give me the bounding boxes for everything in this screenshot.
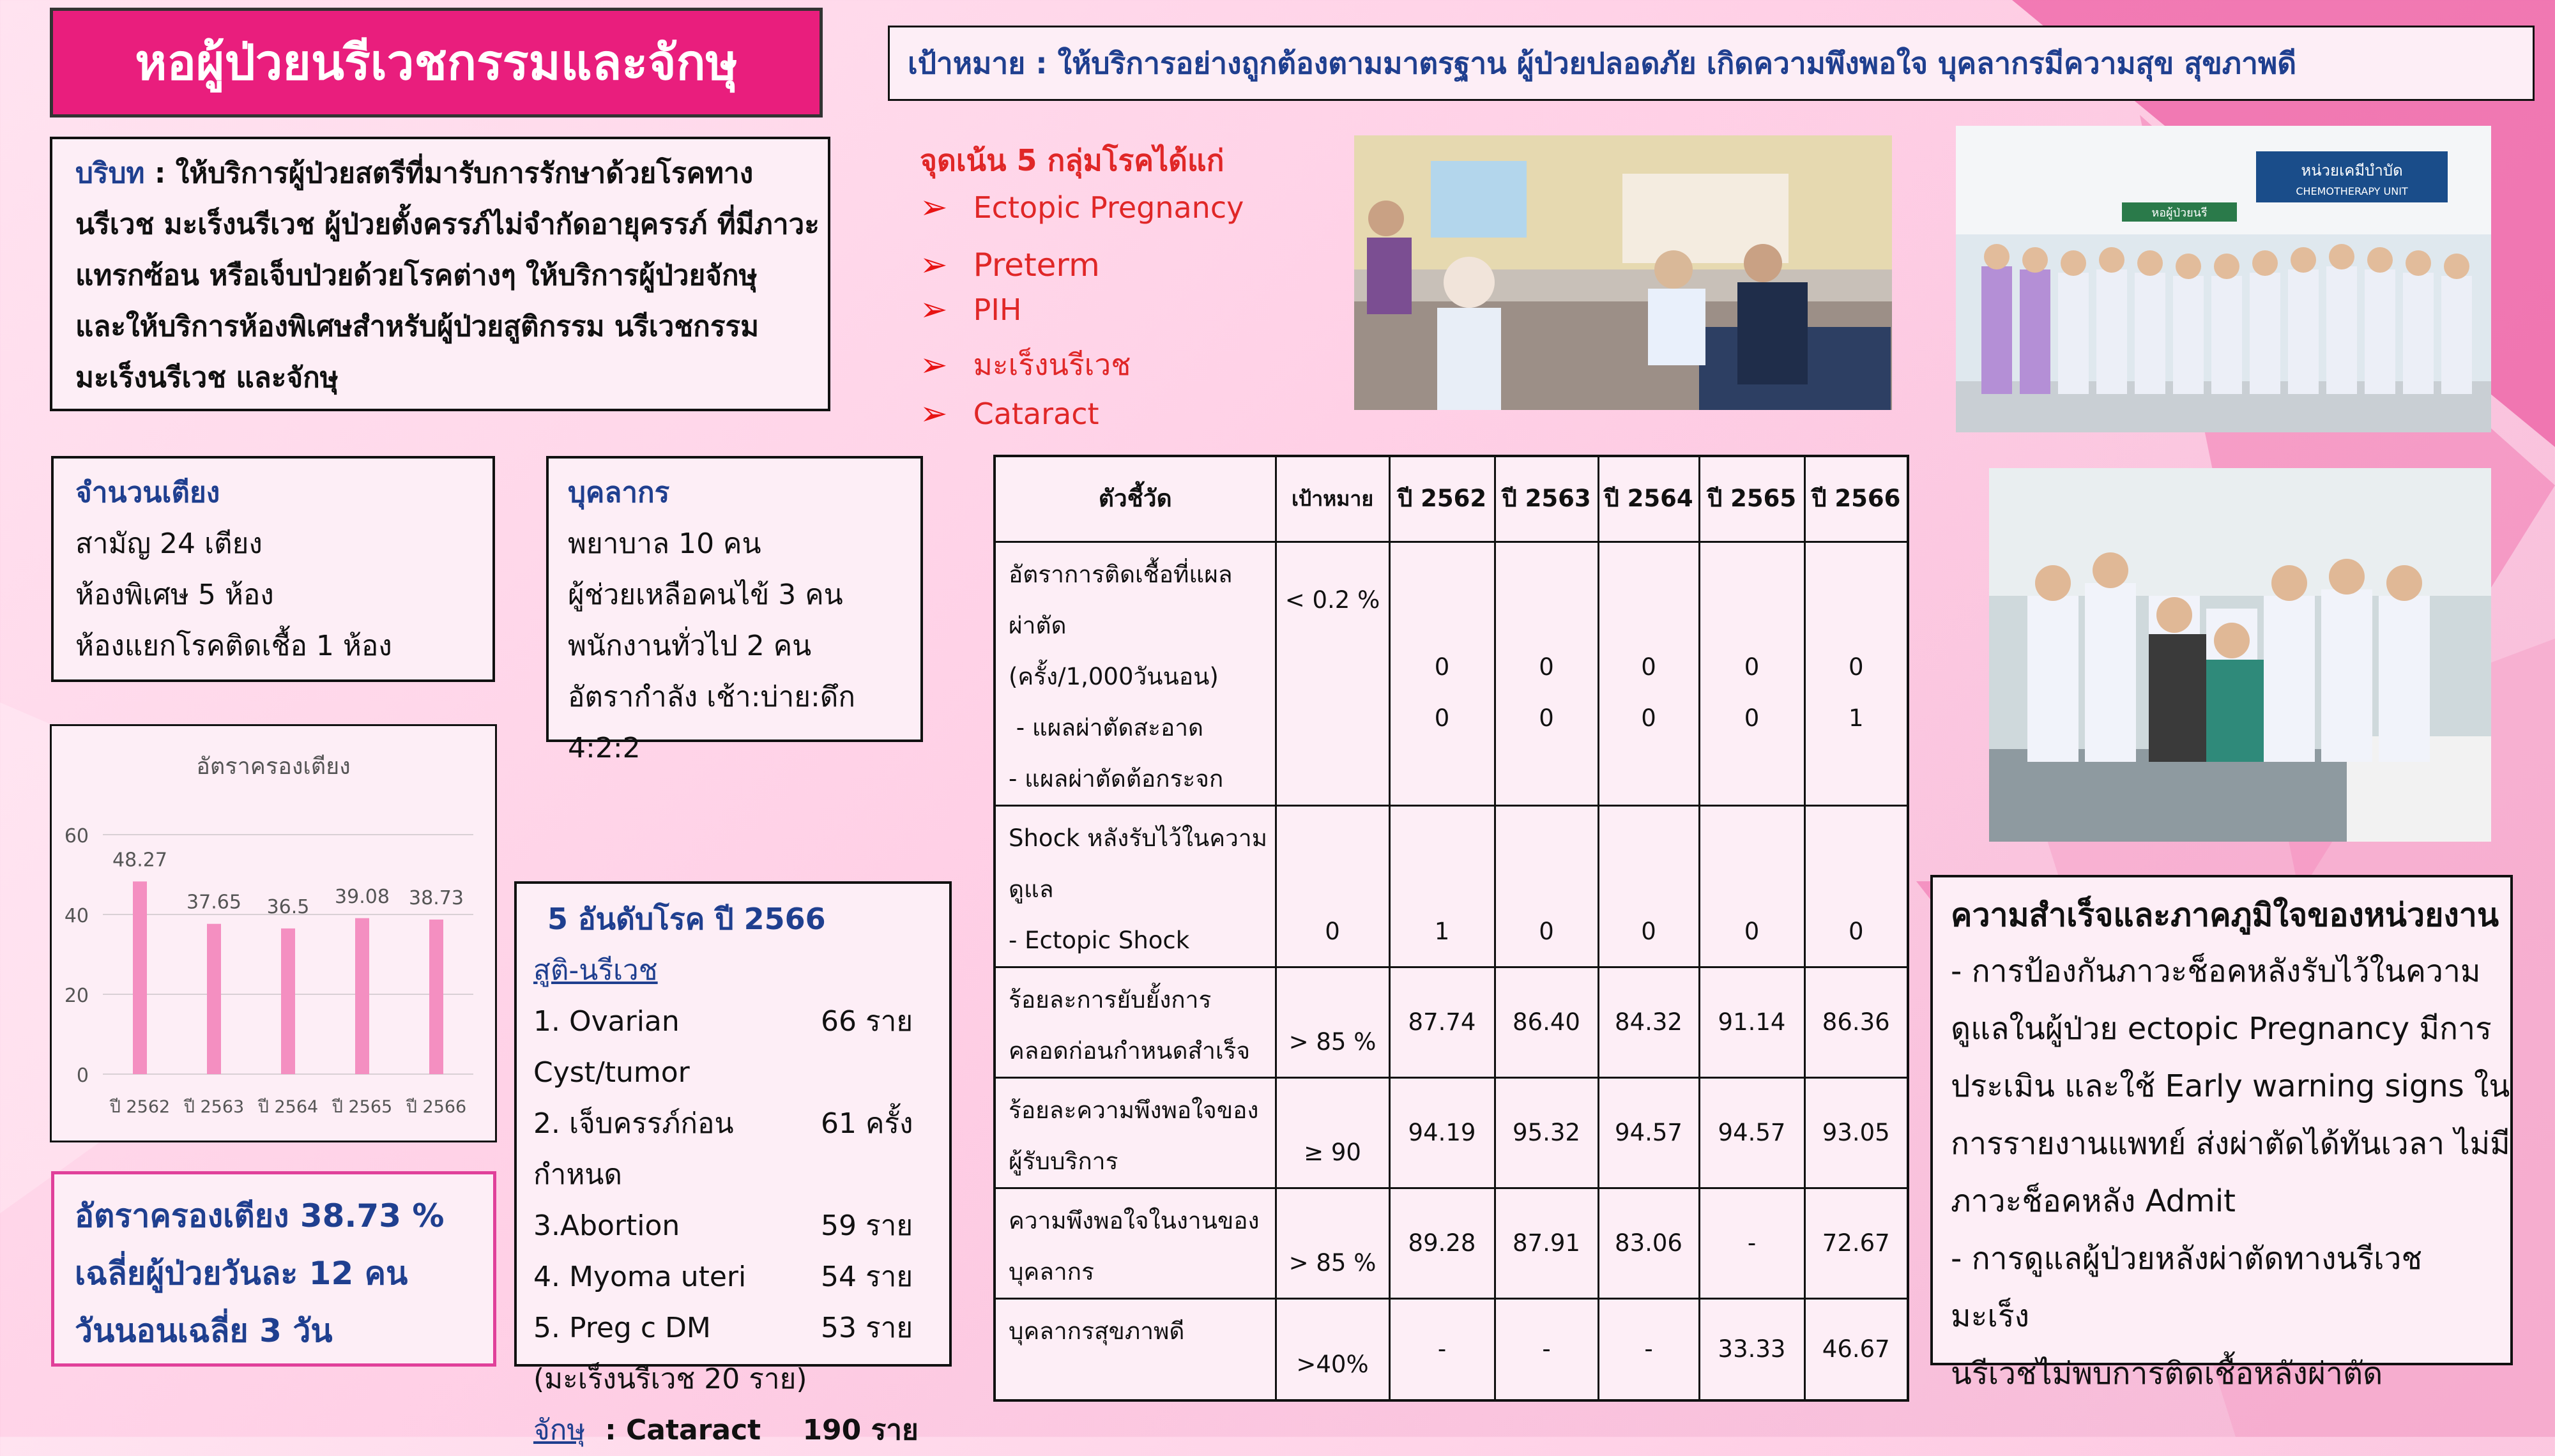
indicator-target: > 85 % (1276, 1188, 1389, 1298)
indicator-label (995, 1077, 1276, 1188)
indicator-value-line: 0 (1434, 653, 1450, 681)
indicator-value (1598, 967, 1699, 1077)
indicator-value (1389, 1077, 1495, 1188)
indicator-label-line: ผู้รับบริการ (1009, 1147, 1118, 1175)
occupancy-summary (51, 1171, 496, 1367)
photo-team-corridor (1956, 126, 2491, 432)
indicator-label-line: บุคลากร (1009, 1257, 1094, 1285)
table-header-cell: ปี 2564 (1598, 456, 1699, 542)
indicator-value-line: 94.19 (1408, 1118, 1476, 1146)
photo-meeting-image (1354, 135, 1892, 410)
indicator-value-line: 33.33 (1718, 1335, 1786, 1363)
indicator-value-line: 0 (1539, 917, 1554, 945)
indicator-label (995, 967, 1276, 1077)
indicator-value-line: - (1644, 1335, 1653, 1363)
y-tick-label: 0 (76, 1065, 89, 1087)
indicator-value-line: 0 (1641, 653, 1656, 681)
top5-item-count: 59 ราย (821, 1210, 913, 1242)
indicator-value-line: 0 (1641, 704, 1656, 732)
top5-item-name: 5. Preg c DM (533, 1312, 711, 1344)
beds-box (51, 456, 495, 682)
achievement-line: ประเมิน และใช้ Early warning signs ใน (1951, 1068, 2510, 1104)
table-header-cell: ปี 2562 (1389, 456, 1495, 542)
y-tick-label: 60 (64, 825, 89, 847)
indicator-value-line: 0 (1848, 653, 1864, 681)
y-tick-label: 40 (64, 905, 89, 927)
indicator-value-line: 1 (1848, 704, 1864, 732)
indicator-label (995, 1188, 1276, 1298)
focus-item: ➢ Cataract (920, 395, 1099, 433)
indicator-value-line: 87.74 (1408, 1008, 1476, 1036)
indicator-label-line: - Ectopic Shock (1009, 926, 1190, 954)
indicator-label (995, 805, 1276, 967)
table-row (995, 1298, 1908, 1400)
achievement-lines (1951, 943, 2510, 1402)
photo-team-room (1989, 468, 2491, 842)
top5-list (533, 996, 949, 1354)
indicator-value (1495, 1188, 1598, 1298)
indicator-target: < 0.2 % (1276, 542, 1389, 805)
indicator-value (1804, 542, 1908, 805)
beds-title: จำนวนเตียง (75, 476, 220, 509)
occupancy-chart (52, 726, 495, 1141)
ward-sign-en-text: CHEMOTHERAPY UNIT (2296, 185, 2408, 197)
arrow-bullet-icon: ➢ (920, 291, 948, 329)
data-label: 36.5 (266, 895, 310, 918)
context-label: บริบท (75, 157, 145, 190)
ward-sign2-text: หอผู้ป่วยนรี (2151, 206, 2208, 220)
indicator-value (1699, 1077, 1804, 1188)
indicator-value (1699, 967, 1804, 1077)
indicator-label-line: ร้อยละการยับยั้งการ (1009, 985, 1212, 1013)
indicator-value-line: 91.14 (1718, 1008, 1786, 1036)
photo-team-corridor-image (1956, 126, 2491, 432)
table-row (995, 805, 1908, 967)
indicator-value (1804, 1188, 1908, 1298)
indicator-value-line: 46.67 (1822, 1335, 1890, 1363)
indicator-value-line: 94.57 (1615, 1118, 1682, 1146)
arrow-bullet-icon: ➢ (920, 246, 948, 284)
indicator-target: >40% (1276, 1298, 1389, 1400)
indicator-value (1804, 1298, 1908, 1400)
indicator-target: 0 (1276, 805, 1389, 967)
indicator-label-line: ผ่าตัด (1009, 611, 1067, 639)
top5-title: 5 อันดับโรค ปี 2566 (547, 902, 826, 936)
table-header-row (995, 456, 1908, 542)
summary-line: อัตราครองเตียง 38.73 % (75, 1197, 445, 1234)
focus-item: ➢ PIH (920, 291, 1022, 329)
top5-item-count: 53 ราย (821, 1312, 913, 1344)
staff-line: พยาบาล 10 คน (568, 527, 761, 560)
beds-line: สามัญ 24 เตียง (75, 527, 263, 560)
indicator-value (1598, 805, 1699, 967)
table-row (995, 967, 1908, 1077)
eye-label: จักษุ (533, 1414, 586, 1446)
eye-name: : Cataract (585, 1414, 761, 1446)
indicator-label (995, 1298, 1276, 1400)
indicator-value (1495, 1077, 1598, 1188)
indicator-value-line: 0 (1539, 704, 1554, 732)
indicator-value (1495, 805, 1598, 967)
staff-line: พนักงานทั่วไป 2 คน (568, 630, 812, 662)
indicator-value-line: 84.32 (1615, 1008, 1682, 1036)
arrow-bullet-icon: ➢ (920, 188, 948, 227)
top5-item-count: 54 ราย (821, 1261, 913, 1293)
page-title (50, 8, 823, 118)
achievement-line: ภาวะช็อคหลัง Admit (1951, 1183, 2236, 1219)
indicator-value (1699, 542, 1804, 805)
data-label: 48.27 (112, 849, 167, 872)
top5-item-count: 66 ราย (821, 1005, 913, 1038)
indicator-value-line: 87.91 (1513, 1229, 1580, 1257)
indicator-value (1389, 967, 1495, 1077)
eye-count: 190 ราย (802, 1414, 919, 1446)
table-row (995, 542, 1908, 805)
top5-item (533, 996, 949, 1098)
indicator-value (1598, 542, 1699, 805)
x-tick-label: ปี 2566 (406, 1097, 467, 1117)
y-tick-label: 20 (64, 985, 89, 1007)
table-header-cell: เป้าหมาย (1276, 456, 1389, 542)
indicator-label-line: (ครั้ง/1,000วันนอน) (1009, 662, 1219, 690)
top5-item-name: 4. Myoma uteri (533, 1261, 747, 1293)
indicator-value-line: 95.32 (1513, 1118, 1580, 1146)
achievement-box (1930, 875, 2513, 1392)
x-tick-label: ปี 2563 (183, 1097, 245, 1117)
occupancy-chart-box (50, 724, 497, 1142)
indicator-value-line: 86.36 (1822, 1008, 1890, 1036)
indicator-value (1495, 967, 1598, 1077)
context-text: บริบท : ให้บริการผู้ป่วยสตรีที่มารับการรักษาด้วยโรคทาง นรีเวช มะเร็งนรีเวช ผู้ป่วยตั้งครรภ์ไม่จำกัดอายุครรภ์ ที่มีภาวะ แทรกซ้อน หรือเจ็บป่วยด้วยโรคต่างๆ ให้บริการผู้ป่วยจักษุ และให้บริการห้องพิเศษสำหรับผู้ป่วยสูติกรรม นรีเวชกรรม มะเร็งนรีเวช และจักษุ (75, 157, 820, 394)
indicator-label (995, 542, 1276, 805)
goal-banner (888, 26, 2535, 101)
indicator-label-line: ความพึงพอใจในงานของ (1009, 1206, 1260, 1234)
indicator-value (1804, 805, 1908, 967)
indicator-label-line: Shock หลังรับไว้ในความ (1009, 824, 1268, 852)
x-tick-label: ปี 2562 (109, 1097, 171, 1117)
indicator-value (1389, 1188, 1495, 1298)
table-header-cell: ตัวชี้วัด (995, 456, 1276, 542)
indicator-value-line: 0 (1744, 653, 1760, 681)
achievement-title: ความสำเร็จและภาคภูมิใจของหน่วยงาน (1951, 897, 2499, 934)
indicator-value (1598, 1077, 1699, 1188)
indicator-value-line: 72.67 (1822, 1229, 1890, 1257)
top5-item (533, 1098, 949, 1201)
indicator-value-line: 94.57 (1718, 1118, 1786, 1146)
staff-line: ผู้ช่วยเหลือคนไข้ 3 คน (568, 579, 843, 611)
indicator-target: ≥ 90 (1276, 1077, 1389, 1188)
indicator-value (1699, 1298, 1804, 1400)
ward-sign-text: หน่วยเคมีบำบัด (2301, 162, 2403, 179)
goal-text: เป้าหมาย : ให้บริการอย่างถูกต้องตามมาตรฐาน ผู้ป่วยปลอดภัย เกิดความพึงพอใจ บุคลากรมีความสุข สุขภาพดี (908, 45, 2297, 80)
indicator-value (1598, 1298, 1699, 1400)
top5-item-name: 2. เจ็บครรภ์ก่อนกำหนด (533, 1107, 734, 1191)
indicator-value-line: - (1747, 1229, 1757, 1257)
top5-note: (มะเร็งนรีเวช 20 ราย) (533, 1363, 807, 1395)
focus-item: ➢ มะเร็งนรีเวช (920, 345, 1131, 384)
top5-item-name: 1. Ovarian Cyst/tumor (533, 1005, 690, 1089)
top5-item-name: 3.Abortion (533, 1210, 680, 1242)
table-header-cell: ปี 2563 (1495, 456, 1598, 542)
focus-title: จุดเน้น 5 กลุ่มโรคได้แก่ (920, 143, 1224, 178)
x-tick-label: ปี 2564 (257, 1097, 319, 1117)
indicator-value (1804, 967, 1908, 1077)
x-tick-label: ปี 2565 (332, 1097, 393, 1117)
indicator-label-line: ดูแล (1009, 875, 1054, 903)
top5-item (533, 1201, 949, 1252)
beds-line: ห้องแยกโรคติดเชื้อ 1 ห้อง (75, 630, 392, 662)
indicator-value (1389, 542, 1495, 805)
bar (133, 881, 147, 1074)
bar (429, 920, 443, 1074)
photo-meeting (1354, 135, 1892, 410)
bar (281, 929, 295, 1074)
indicator-value-line: 83.06 (1615, 1229, 1682, 1257)
indicator-value-line: - (1542, 1335, 1551, 1363)
indicator-label-line: ร้อยละความพึงพอใจของ (1009, 1096, 1259, 1124)
table-header-cell: ปี 2565 (1699, 456, 1804, 542)
top5-item (533, 1252, 949, 1303)
indicator-value (1389, 1298, 1495, 1400)
indicator-value-line: 0 (1744, 917, 1760, 945)
indicator-value (1495, 542, 1598, 805)
summary-line: วันนอนเฉลี่ย 3 วัน (75, 1312, 333, 1349)
page-title-text: หอผู้ป่วยนรีเวชกรรมและจักษุ (135, 34, 738, 91)
indicator-value (1699, 1188, 1804, 1298)
arrow-bullet-icon: ➢ (920, 345, 948, 384)
achievement-line: ดูแลในผู้ป่วย ectopic Pregnancy มีการ (1951, 1011, 2492, 1047)
focus-item: ➢ Ectopic Pregnancy (920, 188, 1244, 227)
arrow-bullet-icon: ➢ (920, 395, 948, 433)
context-box (50, 137, 830, 411)
top5-eye-row (533, 1405, 949, 1456)
photo-team-room-image (1989, 468, 2491, 842)
indicator-label-line: - แผลผ่าตัดสะอาด (1009, 713, 1204, 741)
staff-line: อัตรากำลัง เช้า:บ่าย:ดึก 4:2:2 (568, 681, 856, 764)
indicator-value-line: 1 (1434, 917, 1450, 945)
indicator-value-line: 0 (1744, 704, 1760, 732)
beds-line: ห้องพิเศษ 5 ห้อง (75, 579, 274, 611)
top5-item (533, 1303, 949, 1354)
staff-title: บุคลากร (568, 476, 670, 509)
indicator-value-line: - (1437, 1335, 1447, 1363)
indicator-label-line: คลอดก่อนกำหนดสำเร็จ (1009, 1036, 1251, 1065)
indicator-label-line: - แผลผ่าตัดต้อกระจก (1009, 764, 1224, 792)
indicator-value (1389, 805, 1495, 967)
indicator-label-line: อัตราการติดเชื้อที่แผล (1009, 560, 1233, 588)
top5-box (514, 881, 952, 1446)
data-label: 37.65 (187, 891, 241, 914)
bar (355, 918, 369, 1074)
indicator-label-line: บุคลากรสุขภาพดี (1009, 1317, 1185, 1345)
data-label: 39.08 (335, 885, 390, 908)
indicator-value-line: 0 (1848, 917, 1864, 945)
achievement-line: การรายงานแพทย์ ส่งผ่าตัดได้ทันเวลา ไม่มี (1951, 1126, 2510, 1162)
achievement-line: นรีเวชไม่พบการติดเชื้อหลังผ่าตัด (1951, 1356, 2383, 1392)
indicator-value-line: 0 (1641, 917, 1656, 945)
achievement-line: - การดูแลผู้ป่วยหลังผ่าตัดทางนรีเวช มะเร็ง (1951, 1241, 2423, 1334)
indicator-value-line: 0 (1434, 704, 1450, 732)
indicator-value (1804, 1077, 1908, 1188)
indicator-target: > 85 % (1276, 967, 1389, 1077)
data-label: 38.73 (409, 886, 464, 909)
table-header-cell: ปี 2566 (1804, 456, 1908, 542)
indicator-value-line: 89.28 (1408, 1229, 1476, 1257)
top5-item-count: 61 ครั้ง (821, 1107, 913, 1140)
indicator-value (1598, 1188, 1699, 1298)
top5-subtitle: สูติ-นรีเวช (533, 954, 658, 987)
summary-line: เฉลี่ยผู้ป่วยวันละ 12 คน (75, 1255, 408, 1292)
indicator-value (1495, 1298, 1598, 1400)
staff-box (546, 456, 923, 764)
table-row (995, 1188, 1908, 1298)
focus-item: ➢ Preterm (920, 246, 1100, 284)
achievement-line: - การป้องกันภาวะช็อคหลังรับไว้ในความ (1951, 953, 2481, 989)
indicator-value (1699, 805, 1804, 967)
table-row (995, 1077, 1908, 1188)
indicator-value-line: 86.40 (1513, 1008, 1580, 1036)
indicator-value-line: 93.05 (1822, 1118, 1890, 1146)
indicator-table (993, 455, 1909, 1402)
indicator-value-line: 0 (1539, 653, 1554, 681)
bar (207, 924, 221, 1074)
chart-title: อัตราครองเตียง (196, 754, 351, 780)
